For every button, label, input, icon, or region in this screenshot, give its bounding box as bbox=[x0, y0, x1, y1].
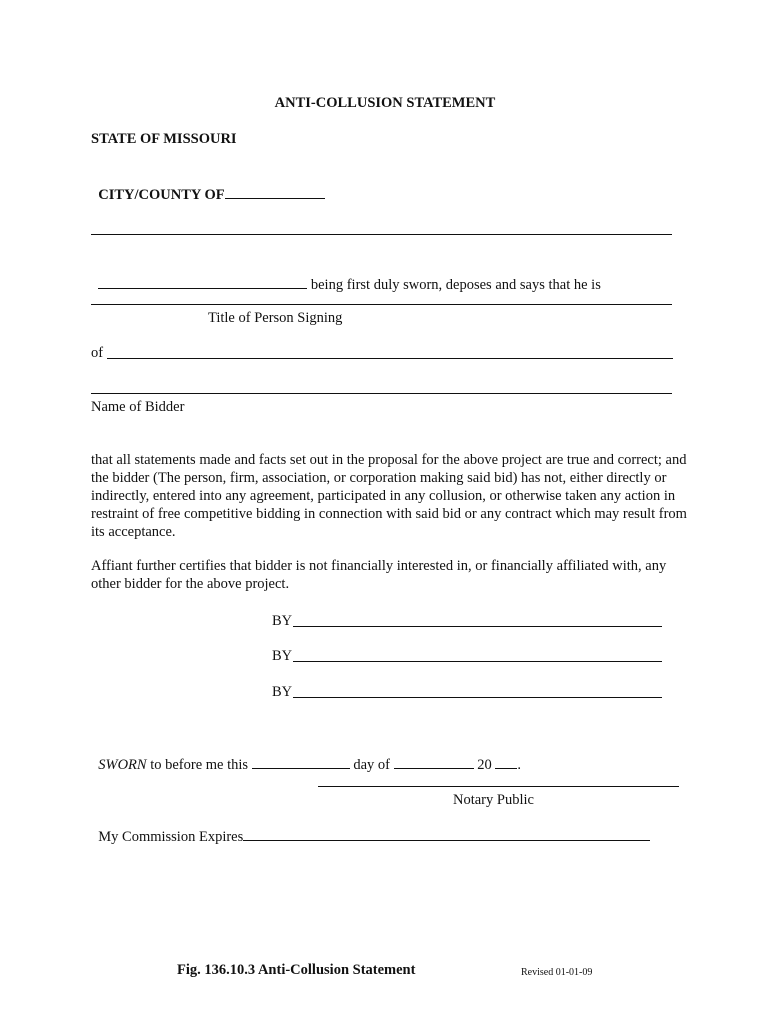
title-line[interactable] bbox=[91, 304, 672, 305]
year-prefix: 20 bbox=[477, 757, 492, 773]
by-signature-line-2[interactable] bbox=[293, 661, 662, 662]
affiant-paragraph: Affiant further certifies that bidder is not financially interested in, or financially affiliated with, any other bidder for the above project. bbox=[91, 558, 667, 592]
year-field[interactable] bbox=[495, 754, 517, 769]
state-label: STATE OF MISSOURI bbox=[91, 131, 237, 147]
city-county-field[interactable] bbox=[225, 184, 325, 199]
period: . bbox=[517, 757, 521, 773]
sworn-intro-text: being first duly sworn, deposes and says that he is bbox=[310, 277, 601, 293]
city-county-label bbox=[91, 166, 325, 204]
of-label: of bbox=[91, 345, 104, 361]
month-field[interactable] bbox=[394, 754, 474, 769]
commission-row bbox=[91, 808, 650, 846]
footer-revised-date: Revised 01-01-09 bbox=[521, 967, 593, 978]
sworn-row bbox=[91, 736, 521, 774]
sworn-word: SWORN bbox=[98, 757, 147, 773]
bidder-line[interactable] bbox=[91, 393, 672, 394]
affiant-name-line[interactable] bbox=[91, 234, 672, 235]
by-label-2: BY bbox=[272, 648, 293, 664]
footer-figure-title: Fig. 136.10.3 Anti-Collusion Statement bbox=[177, 962, 416, 978]
commission-field[interactable] bbox=[243, 826, 650, 841]
of-line[interactable] bbox=[107, 358, 673, 359]
name-of-bidder-label: Name of Bidder bbox=[91, 399, 185, 415]
day-field[interactable] bbox=[252, 754, 350, 769]
sworn-rest: to before me this bbox=[150, 757, 249, 773]
title-of-person-label: Title of Person Signing bbox=[208, 310, 343, 326]
by-label-1: BY bbox=[272, 613, 293, 629]
affiant-field[interactable] bbox=[98, 274, 307, 289]
statement-paragraph: that all statements made and facts set out in the proposal for the above project are true and correct; and the bidder (The person, firm, association, or corporation making said bid) has not, either directly or indirectly, entered into any agreement, participated in any collusion, or otherwise taken any action in restraint of free competitive bidding in connection with said bid or any contract which may result from its acceptance. bbox=[91, 452, 687, 540]
notary-signature-line[interactable] bbox=[318, 786, 679, 787]
notary-public-label: Notary Public bbox=[453, 792, 534, 808]
by-label-3: BY bbox=[272, 684, 293, 700]
city-county-text: CITY/COUNTY OF bbox=[98, 187, 225, 203]
by-signature-line-1[interactable] bbox=[293, 626, 662, 627]
sworn-statement-row bbox=[91, 256, 601, 294]
by-signature-line-3[interactable] bbox=[293, 697, 662, 698]
day-of-text: day of bbox=[353, 757, 390, 773]
document-title: ANTI-COLLUSION STATEMENT bbox=[274, 95, 496, 111]
commission-label: My Commission Expires bbox=[98, 829, 244, 845]
